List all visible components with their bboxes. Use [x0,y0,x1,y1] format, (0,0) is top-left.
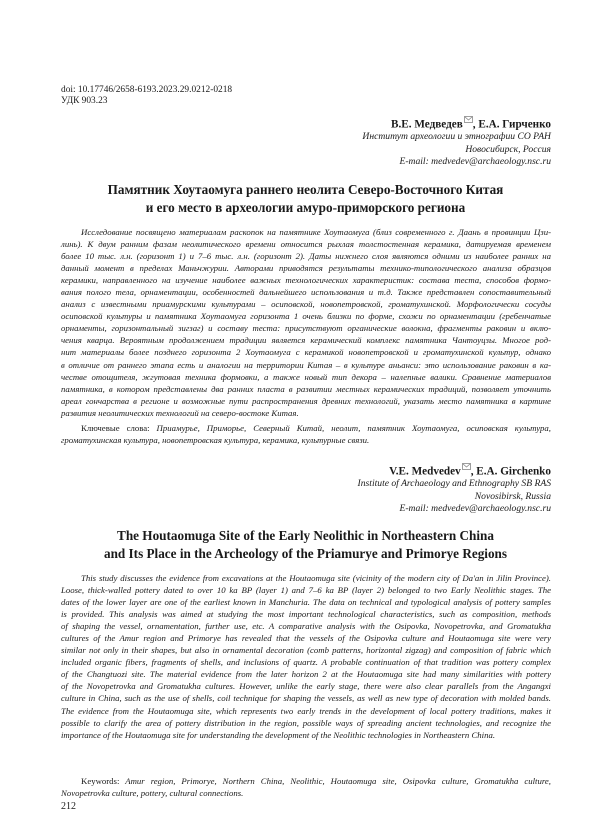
abstract-line: culture in China, such as the use of shells, coil technique for shaping the vessels, as well as new type of decoration with molded bands. [61,693,551,704]
ru-title-line: Памятник Хоутаомуга раннего неолита Северо-Восточного Китая [107,182,504,197]
en-keywords [61,775,551,799]
abstract-line: данный момент в пределах Маньчжурии. Авторами приводятся результаты технико-типологического анализа образцов [61,263,551,274]
abstract-line: possible to clarify the area of pottery distribution in the region, possible ways of spreading ancient technologies, and recognize the [61,717,551,728]
ru-title [40,181,571,217]
abstract-line: вания полого тела, орнаментации, особенностей дальнейшего использования и т.д. Также представлен сопоставительный [61,287,551,298]
abstract-line: is provided. This analysis was aimed at studying the most important technological characteristics, such as composition, methods [61,609,551,620]
doi: doi: 10.17746/2658-6193.2023.29.0212-0218 [61,85,233,95]
ru-keywords [61,422,551,446]
abstract-line: cultures of the Amur region and Primorye has revealed that the vessels of the Osipovka culture and Houtaomuga site were very [61,633,551,644]
ru-city: Новосибирск, Россия [465,144,551,155]
abstract-line: анализ с известными приамурскими культурами – осиповской, новопетровской, громатухинской. Морфологически сосуды [61,299,551,310]
page-number: 212 [61,801,76,812]
envelope-icon [464,114,473,126]
ru-email: E-mail: medvedev@archaeology.nsc.ru [399,156,551,167]
en-institute: Institute of Archaeology and Ethnography SB RAS [357,478,551,489]
en-city: Novosibirsk, Russia [474,491,551,502]
ru-title-line: и его место в археологии амуро-приморского региона [145,200,466,215]
abstract-line: of the Novopetrovka and Gromatukha cultures. However, unlike the early stage, there were also clear parallels from the Angangxi [61,681,551,692]
en-title-line: The Houtaomuga Site of the Early Neolithic in Northeastern China [117,528,494,543]
en-author-1: V.E. Medvedev [389,465,461,478]
keywords-label: Keywords: [81,776,120,786]
en-keywords-line: Novopetrovka culture, pottery, cultural connections. [61,788,244,799]
abstract-line: ареал гончарства в регионе и возможные пути распространения древних технологий, указать место памятника в картине [61,395,551,406]
abstract-line: similar not only in their shapes, but also in ornamental decoration (comb patterns, horizontal zigzag) and composition of fabric which [61,645,551,656]
abstract-line: The evidence from the Houtaomuga site, which represents two early trends in the development of local pottery traditions, makes it [61,705,551,716]
abstract-line: Исследование посвящено материалам раскопок на памятнике Хоутаомуга (близ современного г. Даань в провинции Цзи- [81,227,551,237]
abstract-line: чения кварца. Вероятным продолжением традиции является керамический комплекс памятника Чантоуцзы. Многое род- [61,335,551,346]
abstract-line: более 10 тыс. л.н. (горизонт 1) и 7–6 тыс. л.н. (горизонт 2). Даты нижнего слоя являются одними из наиболее ранних на [61,251,551,262]
ru-keywords-line [61,422,551,434]
abstract-line: развития неолитических технологий на северо-востоке Китая. [61,407,299,418]
abstract-line: осиповской культуры и памятника Хоутаомуга горизонта 1 очень близки по форме, схожи по орнаментации (гребенчатые [61,311,551,322]
en-author-2: , E.A. Girchenko [470,465,551,478]
keywords-label: Ключевые слова: [81,423,150,433]
abstract-line: памятника, в котором представлены два ранних пласта в развитии местных керамических традиций, позволяет уточнить [61,383,551,394]
abstract-line: importance of the Houtaomuga site for understanding the development of the Neolithic technologies in Northeastern China. [61,729,496,740]
abstract-line: dates of the lower layer are one of the earliest known in Manchuria. The data on technical and typological analysis of pottery samples [61,597,551,608]
abstract-line: of the Changtuozi site. The material evidence from the later horizon 2 at the Houtaomuga site had many similarities with pottery [61,669,551,680]
ru-authors [391,114,551,131]
abstract-line: в отличие от раннего этапа есть и аналогии на территории Китая – в культуре аньанси: это использование раковин в ка- [61,359,551,370]
abstract-line: нит материалы более позднего горизонта 2 Хоутаомуга с керамикой новопетровской и громатухинской культур, однако [61,347,551,358]
abstract-line: of shaping the vessel, ornamentation, further use, etc. A comparative analysis with the Osipovka, Novopetrovka, and Gromatukha [61,621,551,632]
envelope-icon [462,461,471,473]
en-keywords-line [61,775,551,787]
ru-author-1: В.Е. Медведев [391,118,463,131]
abstract-line: Loose, thick-walled pottery dated to over 10 ka BP (layer 1) and 7–6 ka BP (layer 2) belonged to two Early Neolithic stages. The [61,585,551,596]
abstract-line: This study discusses the evidence from excavations at the Houtaomuga site (vicinity of the modern city of Da'an in Jilin Province). [81,573,551,583]
keywords-text: Amur region, Primorye, Northern China, Neolithic, Houtaomuga site, Osipovka culture, Gromatukha culture, [119,776,551,786]
en-authors [389,461,551,478]
ru-author-2: , Е.А. Гирченко [472,118,551,131]
ru-abstract [61,226,551,419]
abstract-line: керамики, направленного на изучение наиболее важных технологических характеристик: состава теста, способов формо- [61,275,551,286]
udc: УДК 903.23 [61,96,108,106]
abstract-line: честве отощителя, жгутовая техника формовки, а также новый тип декора – налепные валики. Сравнение материалов [61,371,551,382]
en-title [40,527,571,563]
en-email: E-mail: medvedev@archaeology.nsc.ru [399,503,551,514]
ru-institute: Институт археологии и этнографии СО РАН [362,131,551,142]
abstract-line: included organic fibers, fragments of shells, and inclusions of quartz. A probable continuation of that tradition was pottery complex [61,657,551,668]
en-abstract [61,572,551,741]
en-title-line: and Its Place in the Archeology of the Priamurye and Primorye Regions [103,546,508,561]
abstract-line: линь). К двум ранним фазам неолитического времени относится рыхлая толстостенная керамика, датируемая временем [61,239,551,250]
abstract-line: орнаменты, горизонтальный зигзаг) и составу теста: присутствуют органические волокна, фрагменты раковин и вклю- [61,323,551,334]
ru-keywords-line: громатухинская культура, новопетровская культура, керамика, культурные связи. [61,435,370,446]
keywords-text: Приамурье, Приморье, Северный Китай, неолит, памятник Хоутаомуга, осиповская культура, [149,423,551,433]
